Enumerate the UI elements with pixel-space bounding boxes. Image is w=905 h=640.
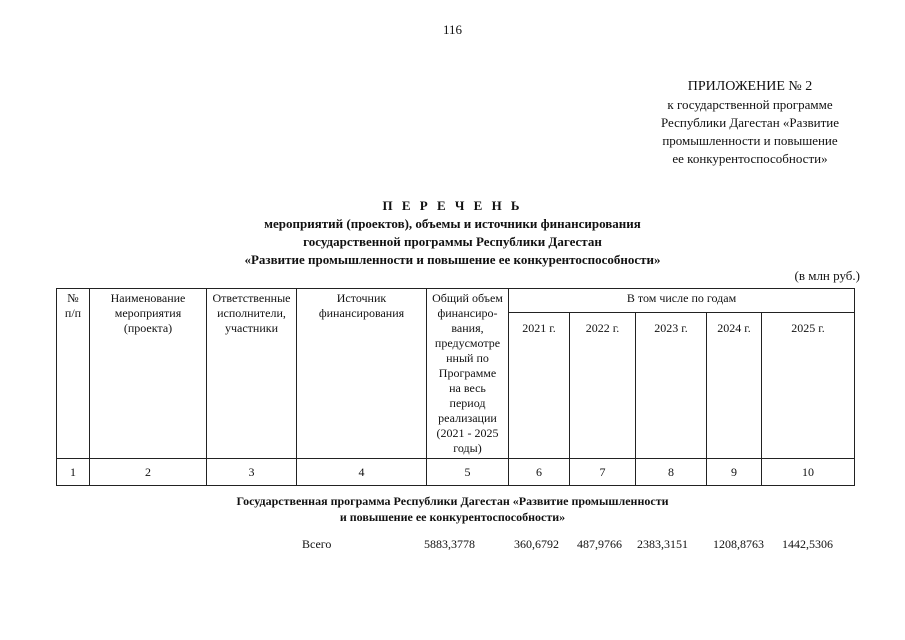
header-source: Источник финансирования xyxy=(297,289,427,459)
section-title: Государственная программа Республики Дагестан «Развитие промышленности и повышение ее конкурентоспособности» xyxy=(236,494,669,524)
financing-table xyxy=(56,288,855,486)
unit-note: (в млн руб.) xyxy=(794,268,860,283)
appendix-title: ПРИЛОЖЕНИЕ № 2 xyxy=(687,79,813,94)
appendix-line: Республики Дагестан «Развитие xyxy=(660,115,840,130)
header-year: 2024 г. xyxy=(707,313,762,459)
header-year: 2021 г. xyxy=(509,313,570,459)
column-number: 7 xyxy=(570,459,636,486)
total-value: 360,6792 xyxy=(514,537,559,551)
column-number: 1 xyxy=(57,459,90,486)
title-line: мероприятий (проектов), объемы и источники финансирования xyxy=(264,216,641,231)
header-year: 2023 г. xyxy=(636,313,707,459)
column-number: 4 xyxy=(297,459,427,486)
total-value: 1208,8763 xyxy=(713,537,764,551)
total-value: 1442,5306 xyxy=(782,537,833,551)
document-title xyxy=(0,197,905,269)
column-number: 5 xyxy=(427,459,509,486)
header-year: 2025 г. xyxy=(762,313,855,459)
column-number: 6 xyxy=(509,459,570,486)
appendix-line: промышленности и повышение xyxy=(662,133,838,148)
page-number: 116 xyxy=(442,22,463,37)
header-executors: Ответственные исполнители, участники xyxy=(207,289,297,459)
title-line: государственной программы Республики Дагестан xyxy=(303,234,602,249)
header-year: 2022 г. xyxy=(570,313,636,459)
column-number: 2 xyxy=(90,459,207,486)
total-row xyxy=(0,537,905,555)
appendix-block xyxy=(600,78,900,168)
column-number: 8 xyxy=(636,459,707,486)
column-number: 3 xyxy=(207,459,297,486)
column-number: 9 xyxy=(707,459,762,486)
appendix-line: к государственной программе xyxy=(667,97,833,112)
total-value: 487,9766 xyxy=(577,537,622,551)
header-total: Общий объем финансиро- вания, предусмотре нный по Программе на весь период реализации (2021 - 2025 годы) xyxy=(427,289,509,459)
appendix-line: ее конкурентоспособности» xyxy=(672,151,828,166)
title-line: «Развитие промышленности и повышение ее конкурентоспособности» xyxy=(244,252,661,267)
title-heading: П Е Р Е Ч Е Н Ь xyxy=(382,198,523,213)
header-name: Наименование мероприятия (проекта) xyxy=(90,289,207,459)
total-value: 2383,3151 xyxy=(637,537,688,551)
total-value: 5883,3778 xyxy=(424,537,475,551)
total-label: Всего xyxy=(302,537,332,551)
header-no: № п/п xyxy=(57,289,90,459)
header-years-group: В том числе по годам xyxy=(509,289,855,313)
column-number: 10 xyxy=(762,459,855,486)
